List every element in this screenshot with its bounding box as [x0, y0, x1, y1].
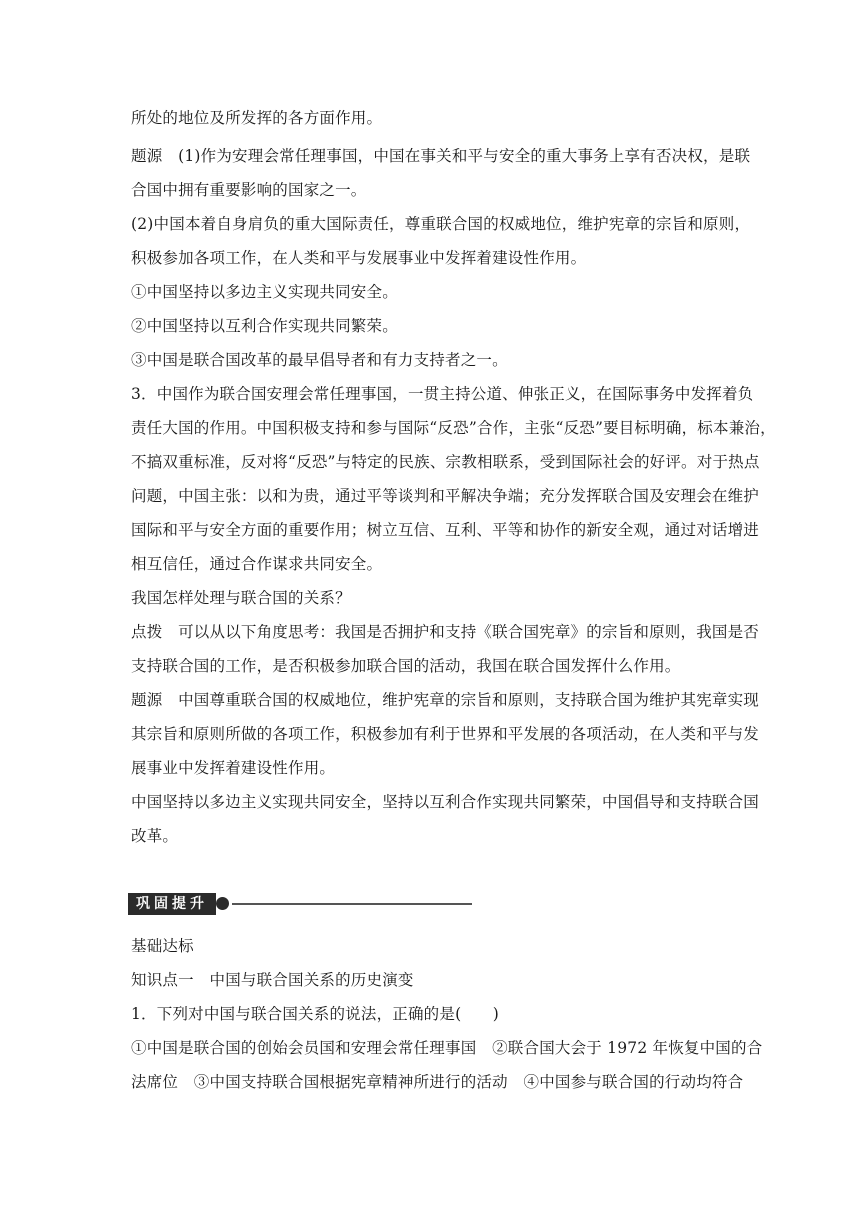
subheading: 基础达标: [131, 937, 194, 955]
divider: [232, 903, 472, 905]
knowledge-point-heading: 知识点一 中国与联合国关系的历史演变: [131, 971, 414, 989]
text-line: 支持联合国的工作，是否积极参加联合国的活动，我国在联合国发挥什么作用。: [131, 657, 681, 675]
text-line: 国际和平与安全方面的重要作用；树立互信、互利、平等和协作的新安全观，通过对话增进: [131, 521, 760, 539]
text-line: ②中国坚持以互利合作实现共同繁荣。: [131, 317, 398, 335]
text-line: ③中国是联合国改革的最早倡导者和有力支持者之一。: [131, 351, 508, 369]
text-line: 点拨 可以从以下角度思考：我国是否拥护和支持《联合国宪章》的宗旨和原则，我国是否: [131, 623, 760, 641]
text-line: 展事业中发挥着建设性作用。: [131, 759, 336, 777]
text-line: 问题，中国主张：以和为贵，通过平等谈判和平解决争端；充分发挥联合国及安理会在维护: [131, 487, 760, 505]
text-line: 责任大国的作用。中国积极支持和参与国际“反恐”合作，主张“反恐”要目标明确，标本兼治，: [131, 419, 776, 437]
text-line: 法席位 ③中国支持联合国根据宪章精神所进行的活动 ④中国参与联合国的行动均符合: [131, 1073, 744, 1091]
text-line: 题源 中国尊重联合国的权威地位，维护宪章的宗旨和原则，支持联合国为维护其宪章实现: [131, 691, 760, 709]
text-line: 中国坚持以多边主义实现共同安全，坚持以互利合作实现共同繁荣，中国倡导和支持联合国: [131, 793, 760, 811]
section-banner: [128, 893, 478, 915]
text-line: 相互信任，通过合作谋求共同安全。: [131, 555, 383, 573]
text-line: 题源 (1)作为安理会常任理事国，中国在事关和平与安全的重大事务上享有否决权，是联: [131, 147, 751, 165]
text-line: (2)中国本着自身肩负的重大国际责任，尊重联合国的权威地位，维护宪章的宗旨和原则，: [131, 215, 751, 233]
text-line: 不搞双重标准，反对将“反恐”与特定的民族、宗教相联系，受到国际社会的好评。对于热点: [131, 453, 760, 471]
text-line: 合国中拥有重要影响的国家之一。: [131, 181, 367, 199]
text-line: ①中国坚持以多边主义实现共同安全。: [131, 283, 398, 301]
text-line: 3．中国作为联合国安理会常任理事国，一贯主持公道、伸张正义，在国际事务中发挥着负: [131, 385, 754, 403]
bullet-dot-icon: [216, 897, 229, 910]
text-line: 其宗旨和原则所做的各项工作，积极参加有利于世界和平发展的各项活动，在人类和平与发: [131, 725, 760, 743]
text-line: 改革。: [131, 827, 179, 845]
text-line: 我国怎样处理与联合国的关系？: [131, 589, 351, 607]
text-line: ①中国是联合国的创始会员国和安理会常任理事国 ②联合国大会于 1972 年恢复中国的合: [131, 1039, 763, 1057]
question-stem: 1．下列对中国与联合国关系的说法，正确的是( ): [131, 1005, 499, 1023]
text-line: 积极参加各项工作，在人类和平与发展事业中发挥着建设性作用。: [131, 249, 587, 267]
section-banner-label: 巩固提升: [128, 893, 216, 915]
text-line: 所处的地位及所发挥的各方面作用。: [131, 109, 383, 127]
